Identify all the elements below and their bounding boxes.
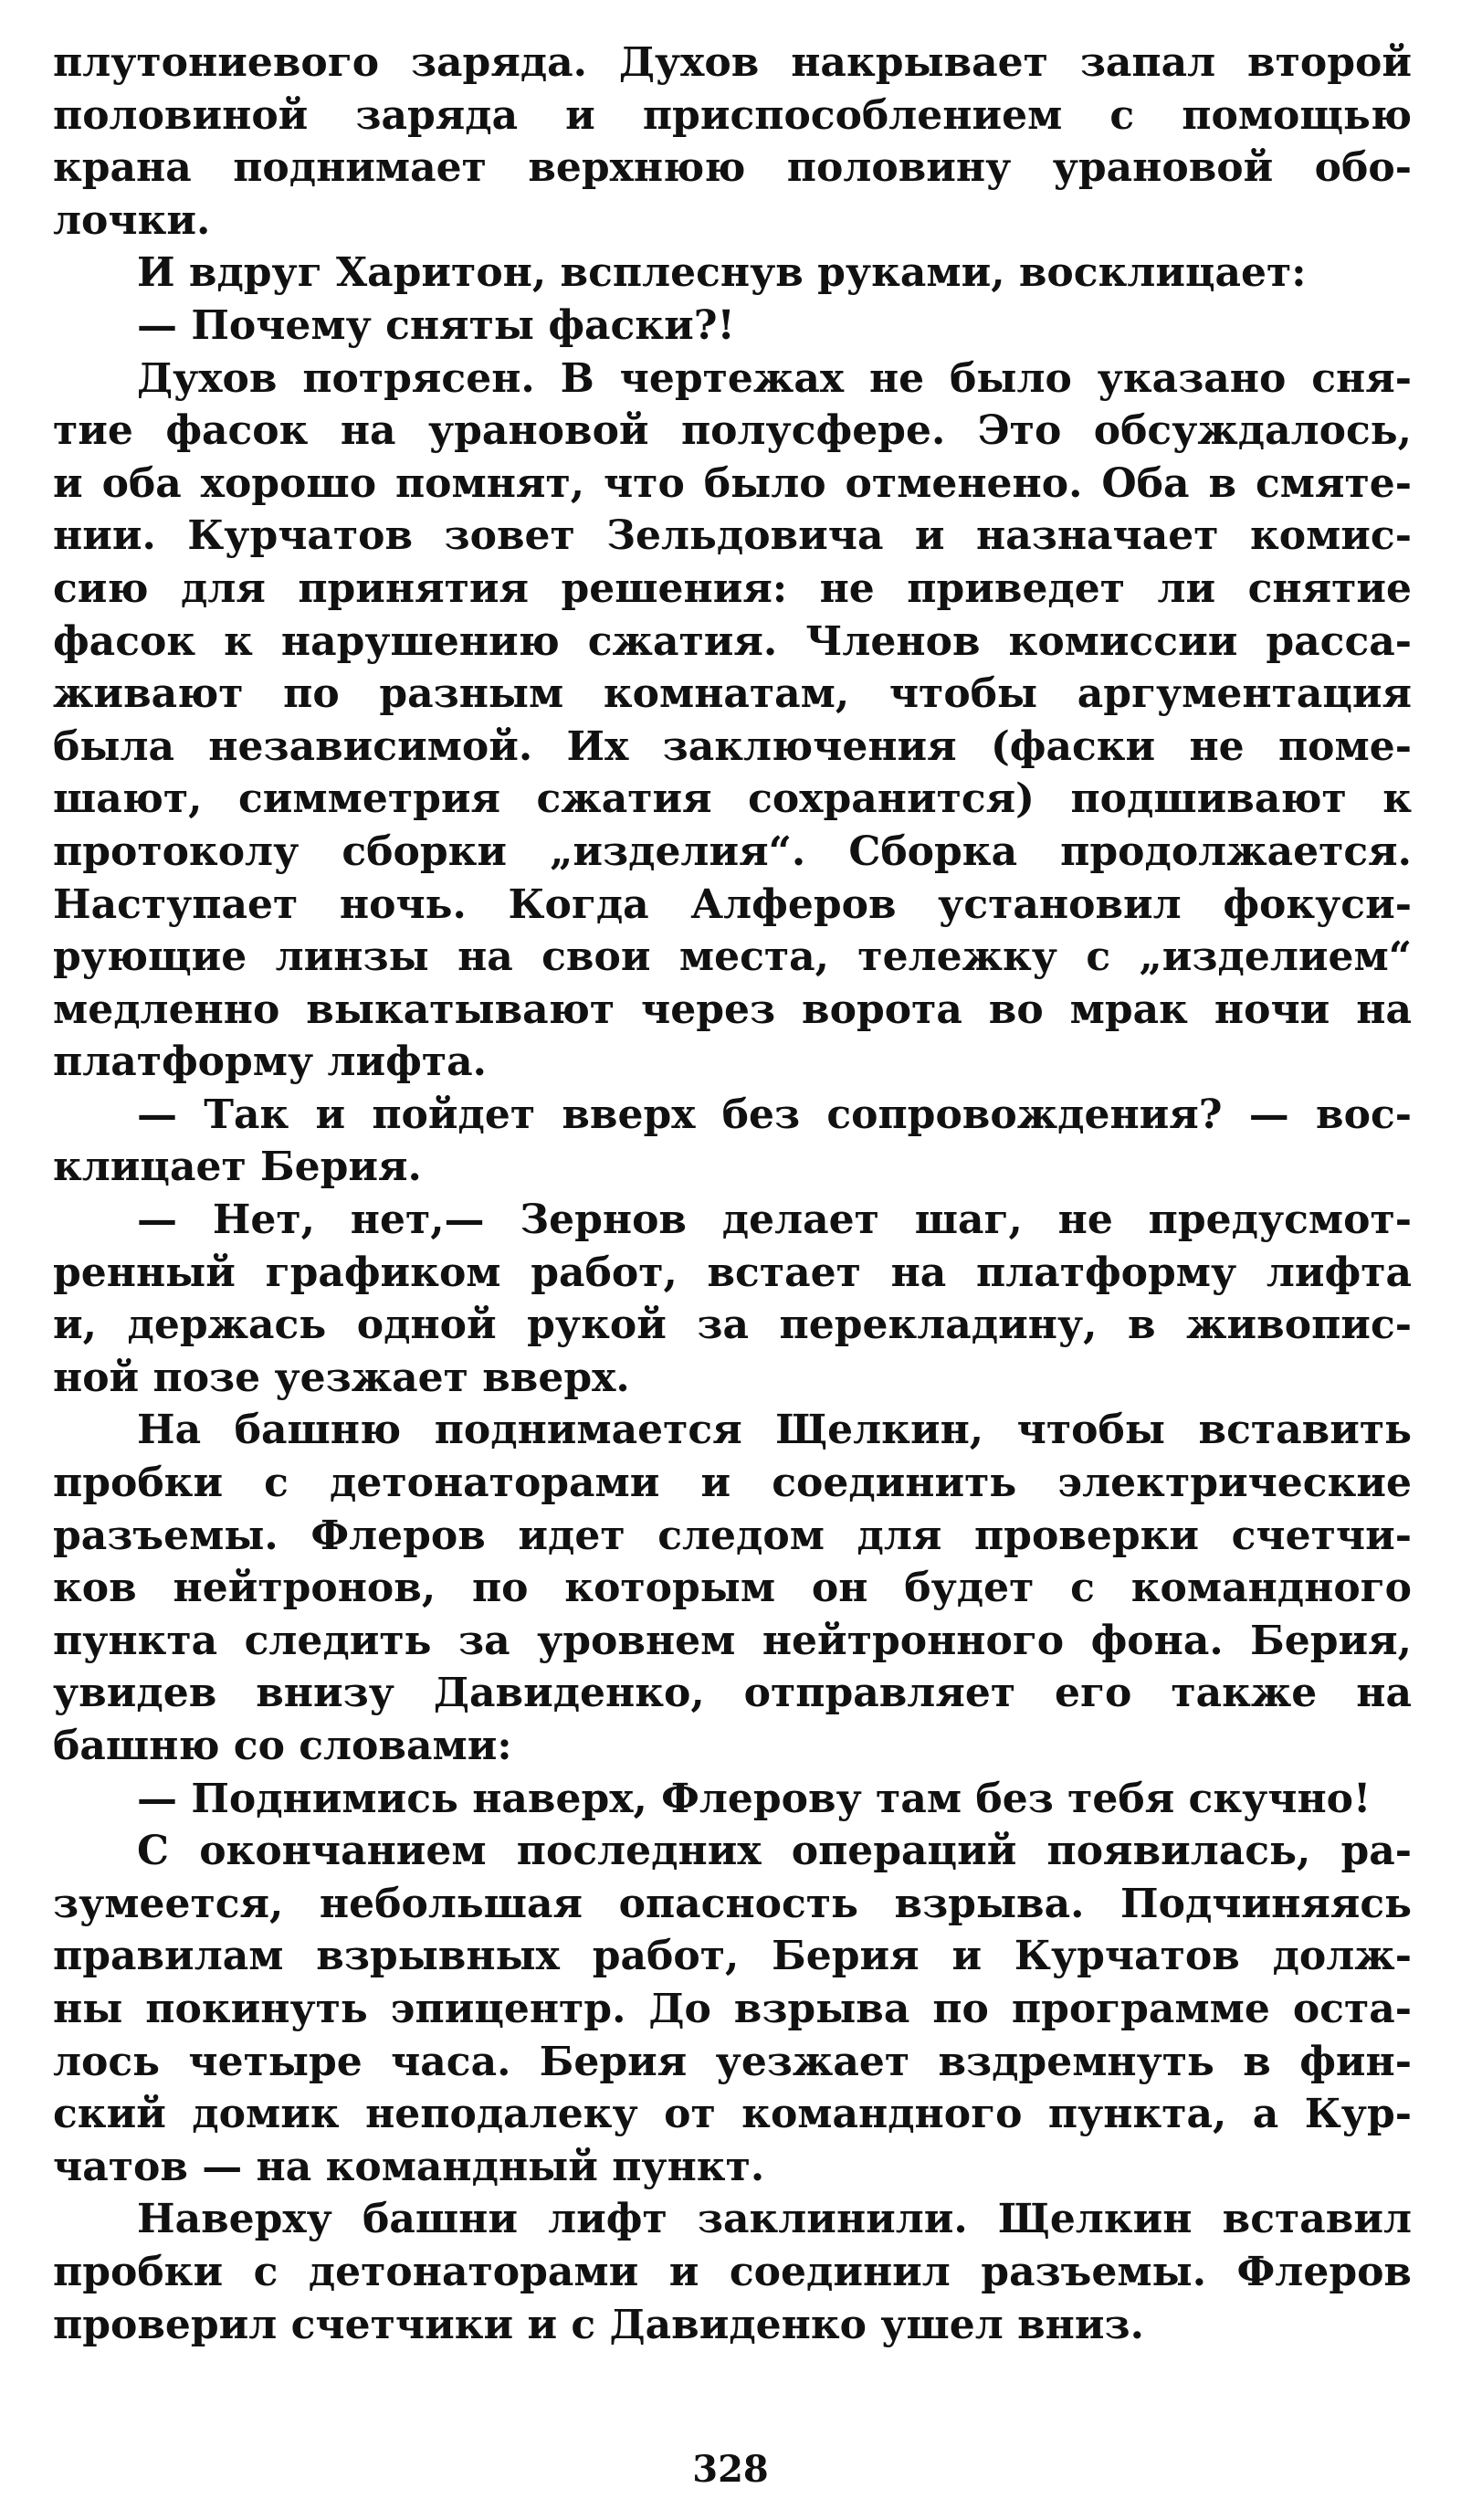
text-line: ренный графиком работ, встает на платформу лифта	[53, 1249, 1412, 1296]
text-line: зумеется, небольшая опасность взрыва. Подчиняясь	[53, 1880, 1412, 1927]
text-line: протоколу сборки „изделия“. Сборка продолжается.	[53, 828, 1412, 875]
text-line: рующие линзы на свои места, тележку с „изделием“	[53, 933, 1412, 981]
text-line: платформу лифта.	[53, 1039, 487, 1086]
text-line: — Так и пойдет вверх без сопровождения? — вос-	[137, 1091, 1412, 1138]
text-line: фасок к нарушению сжатия. Членов комиссии расса-	[53, 617, 1412, 665]
text-line: пробки с детонаторами и соединил разъемы. Флеров	[53, 2248, 1412, 2295]
text-line: чатов — на командный пункт.	[53, 2143, 765, 2190]
text-line: крана поднимает верхнюю половину урановой обо-	[53, 144, 1412, 192]
text-line: пробки с детонаторами и соединить электрические	[53, 1460, 1412, 1507]
text-line: тие фасок на урановой полусфере. Это обсуждалось,	[53, 407, 1412, 455]
text-line: разъемы. Флеров идет следом для проверки счетчи-	[53, 1512, 1412, 1559]
text-line: проверил счетчики и с Давиденко ушел вниз.	[53, 2301, 1144, 2348]
text-line: была независимой. Их заключения (фаски не поме-	[53, 722, 1412, 770]
text-line: пункта следить за уровнем нейтронного фона. Берия,	[53, 1617, 1412, 1664]
text-line: Наверху башни лифт заклинили. Щелкин вставил	[137, 2196, 1412, 2243]
text-line: лось четыре часа. Берия уезжает вздремнуть в фин-	[53, 2038, 1412, 2085]
text-line: живают по разным комнатам, чтобы аргументация	[53, 670, 1412, 718]
text-line: медленно выкатывают через ворота во мрак ночи на	[53, 986, 1412, 1033]
text-line: и оба хорошо помнят, что было отменено. Оба в смяте-	[53, 459, 1412, 507]
text-line: С окончанием последних операций появилась, ра-	[137, 1828, 1412, 1875]
text-line: лочки.	[53, 196, 211, 244]
text-line: ны покинуть эпицентр. До взрыва по программе оста-	[53, 1985, 1412, 2032]
text-line: ков нейтронов, по которым он будет с командного	[53, 1565, 1412, 1612]
text-line: Наступает ночь. Когда Алферов установил фокуси-	[53, 880, 1412, 928]
text-line: ский домик неподалеку от командного пункта, а Кур-	[53, 2091, 1412, 2138]
text-line: ной позе уезжает вверх.	[53, 1354, 630, 1401]
text-line: сию для принятия решения: не приведет ли снятие	[53, 564, 1412, 612]
text-line: и, держась одной рукой за перекладину, в живопис-	[53, 1302, 1412, 1349]
text-line: И вдруг Харитон, всплеснув руками, восклицает:	[137, 249, 1307, 297]
text-line: клицает Берия.	[53, 1144, 422, 1191]
text-line: шают, симметрия сжатия сохранится) подшивают к	[53, 775, 1412, 823]
text-line: На башню поднимается Щелкин, чтобы вставить	[137, 1407, 1412, 1454]
text-line: Духов потрясен. В чертежах не было указано сня-	[137, 354, 1412, 402]
text-line: башню со словами:	[53, 1723, 512, 1769]
text-line: — Поднимись наверх, Флерову там без тебя скучно!	[137, 1775, 1372, 1822]
text-line: половиной заряда и приспособлением с помощью	[53, 91, 1412, 139]
text-line: увидев внизу Давиденко, отправляет его также на	[53, 1670, 1412, 1717]
text-line: плутониевого заряда. Духов накрывает запал второй	[53, 39, 1412, 86]
text-line: правилам взрывных работ, Берия и Курчатов долж-	[53, 1933, 1412, 1980]
text-line: — Нет, нет,— Зернов делает шаг, не предусмот-	[137, 1197, 1412, 1244]
page-number: 328	[692, 2448, 769, 2491]
text-line: — Почему сняты фаски?!	[137, 301, 735, 349]
text-line: нии. Курчатов зовет Зельдовича и назначает комис-	[53, 512, 1412, 560]
body-text	[53, 37, 1412, 2351]
